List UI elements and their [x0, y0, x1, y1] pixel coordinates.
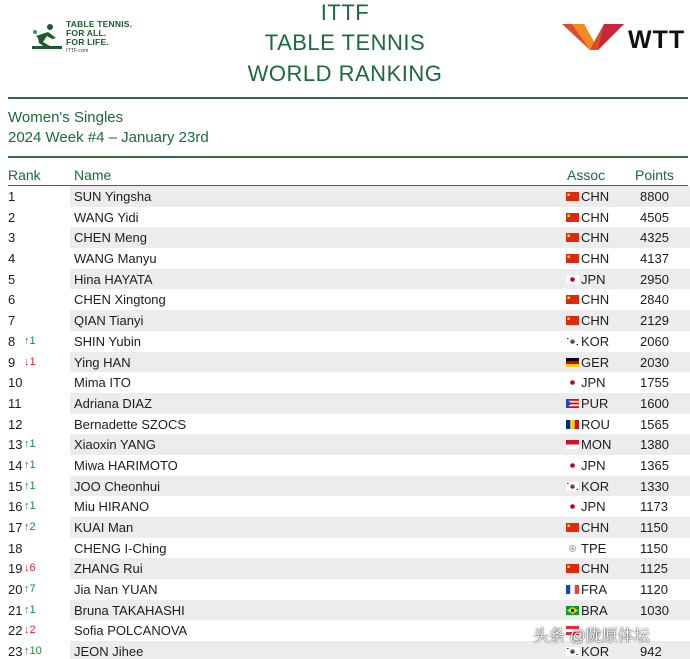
- points-cell: 1565: [640, 416, 669, 432]
- player-name: JEON Jihee: [74, 644, 144, 659]
- assoc-code: CHN: [581, 230, 610, 246]
- table-row: [0, 248, 690, 269]
- france-flag-icon: [566, 585, 579, 594]
- table-header: [0, 167, 690, 185]
- assoc-code: KOR: [581, 333, 610, 349]
- title-line-3: WORLD RANKING: [247, 61, 443, 86]
- points-cell: 1330: [640, 478, 669, 494]
- rank-cell: 23: [8, 644, 23, 659]
- table-row: [0, 289, 690, 310]
- japan-flag-icon: [566, 378, 579, 387]
- table-row: [0, 269, 690, 290]
- player-name: Hina HAYATA: [74, 271, 153, 287]
- rank-cell: 20: [8, 582, 23, 598]
- rank-cell: 21: [8, 602, 23, 618]
- table-row: [0, 393, 690, 414]
- player-name: Miwa HARIMOTO: [74, 457, 178, 473]
- ranking-table-body: [0, 186, 690, 659]
- wtt-wing-icon: [562, 22, 624, 52]
- player-name: WANG Yidi: [74, 209, 139, 225]
- points-cell: 4505: [640, 209, 669, 225]
- assoc-code: JPN: [581, 271, 606, 287]
- tpe-flag-icon: [566, 544, 579, 553]
- points-cell: 2950: [640, 271, 669, 287]
- assoc-code: JPN: [581, 499, 606, 515]
- table-row: [0, 476, 690, 497]
- column-header-name: Name: [74, 167, 112, 183]
- japan-flag-icon: [566, 275, 579, 284]
- assoc-code: CHN: [581, 520, 610, 535]
- ittf-logo-line-2: FOR ALL.: [66, 28, 107, 38]
- points-cell: 2840: [640, 292, 669, 308]
- table-row: [0, 455, 690, 476]
- table-row: [0, 496, 690, 517]
- china-flag-icon: [566, 192, 579, 201]
- japan-flag-icon: [566, 502, 579, 511]
- table-row: [0, 517, 690, 538]
- rank-cell: 18: [8, 540, 23, 556]
- player-name: Bruna TAKAHASHI: [74, 602, 185, 618]
- china-flag-icon: [566, 233, 579, 242]
- title-line-1: ITTF: [320, 0, 370, 25]
- rank-change-up: ↑1: [24, 603, 36, 616]
- points-cell: 1030: [640, 602, 669, 618]
- rank-cell: 4: [8, 251, 16, 267]
- rank-cell: 22: [8, 623, 23, 639]
- assoc-code: PUR: [581, 395, 609, 411]
- assoc-code: MON: [581, 437, 612, 453]
- brazil-flag-icon: [566, 606, 579, 615]
- points-cell: 1120: [640, 582, 668, 598]
- points-cell: 1380: [640, 437, 669, 453]
- divider-top: [8, 97, 688, 99]
- wtt-logo-text: WTT: [628, 26, 686, 54]
- player-name: Xiaoxin YANG: [74, 437, 156, 453]
- title-line-2: TABLE TENNIS: [264, 30, 426, 55]
- table-row: [0, 579, 690, 600]
- points-cell: 1755: [640, 375, 669, 391]
- player-name: Jia Nan YUAN: [74, 582, 158, 598]
- rank-cell: 1: [8, 189, 16, 204]
- assoc-code: ROU: [581, 416, 610, 432]
- rank-cell: 10: [8, 375, 23, 391]
- player-name: Mima ITO: [74, 375, 131, 391]
- player-name: Ying HAN: [74, 354, 131, 370]
- player-name: QIAN Tianyi: [74, 313, 144, 329]
- rank-cell: 12: [8, 416, 23, 432]
- points-cell: 4137: [640, 251, 669, 267]
- rank-change-up: ↑1: [24, 479, 36, 492]
- table-row: [0, 414, 690, 435]
- column-header-points: Points: [635, 167, 674, 183]
- player-name: SHIN Yubin: [74, 333, 141, 349]
- category-label: Women's Singles: [8, 109, 124, 126]
- assoc-code: CHN: [581, 251, 610, 267]
- points-cell: 1173: [640, 499, 668, 515]
- points-cell: 1365: [640, 457, 669, 473]
- player-name: SUN Yingsha: [74, 189, 152, 204]
- table-row: [0, 331, 690, 352]
- table-row: [0, 558, 690, 579]
- assoc-code: KOR: [581, 478, 610, 494]
- ittf-logo-line-1: TABLE TENNIS.: [66, 19, 133, 29]
- table-row: [0, 227, 690, 248]
- points-cell: 1150: [640, 520, 668, 535]
- player-name: Bernadette SZOCS: [74, 416, 186, 432]
- rank-change-up: ↑1: [24, 458, 36, 471]
- points-cell: 4325: [640, 230, 669, 246]
- assoc-code: CHN: [581, 313, 610, 329]
- assoc-code: FRA: [581, 582, 607, 598]
- assoc-code: TPE: [581, 540, 607, 556]
- rank-cell: 8: [8, 333, 16, 349]
- assoc-code: CHN: [581, 209, 610, 225]
- monaco-flag-icon: [566, 440, 579, 449]
- points-cell: 942: [640, 644, 662, 659]
- assoc-code: JPN: [581, 457, 606, 473]
- table-row: [0, 434, 690, 455]
- rank-cell: 15: [8, 478, 23, 494]
- rank-cell: 2: [8, 209, 16, 225]
- romania-flag-icon: [566, 420, 579, 429]
- rank-cell: 6: [8, 292, 16, 308]
- table-row: [0, 186, 690, 207]
- points-cell: 2030: [640, 354, 669, 370]
- rank-cell: 9: [8, 354, 16, 370]
- assoc-code: BRA: [581, 602, 608, 618]
- points-cell: 1150: [640, 540, 668, 556]
- player-name: Miu HIRANO: [74, 499, 150, 515]
- table-row: [0, 538, 690, 559]
- player-name: Adriana DIAZ: [74, 395, 153, 411]
- points-cell: 2129: [640, 313, 669, 329]
- korea-flag-icon: [566, 337, 579, 346]
- rank-cell: 13: [8, 437, 23, 453]
- rank-cell: 3: [8, 230, 16, 246]
- china-flag-icon: [566, 316, 579, 325]
- divider-middle: [8, 156, 688, 158]
- rank-change-up: ↑10: [24, 645, 42, 658]
- rank-change-up: ↑2: [24, 521, 36, 533]
- rank-cell: 7: [8, 313, 16, 329]
- table-row: [0, 352, 690, 373]
- points-cell: 2060: [640, 333, 669, 349]
- player-name: JOO Cheonhui: [74, 478, 160, 494]
- china-flag-icon: [566, 254, 579, 263]
- korea-flag-icon: [566, 647, 579, 656]
- points-cell: 8800: [640, 189, 669, 204]
- assoc-code: CHN: [581, 292, 610, 308]
- china-flag-icon: [566, 564, 579, 573]
- player-name: WANG Manyu: [74, 251, 157, 267]
- puerto-rico-flag-icon: [566, 399, 579, 408]
- player-name: CHENG I-Ching: [74, 540, 167, 556]
- rank-cell: 14: [8, 457, 23, 473]
- assoc-code: CHN: [581, 189, 610, 204]
- table-row: [0, 372, 690, 393]
- points-cell: 1600: [640, 395, 669, 411]
- wtt-logo: [562, 22, 690, 54]
- rank-change-down: ↓6: [24, 562, 36, 575]
- rank-change-up: ↑1: [24, 334, 36, 347]
- rank-change-down: ↓2: [24, 624, 36, 637]
- assoc-code: CHN: [581, 561, 610, 577]
- table-row: [0, 600, 690, 621]
- assoc-code: JPN: [581, 375, 606, 391]
- china-flag-icon: [566, 213, 579, 222]
- player-name: KUAI Man: [74, 520, 134, 535]
- column-header-assoc: Assoc: [567, 167, 606, 183]
- rank-cell: 11: [8, 395, 22, 411]
- assoc-code: GER: [581, 354, 610, 370]
- ittf-logo-url: ITTF.com: [66, 48, 89, 54]
- rank-change-up: ↑1: [24, 500, 36, 513]
- rank-cell: 16: [8, 499, 23, 515]
- rank-cell: 17: [8, 520, 23, 535]
- player-name: Sofia POLCANOVA: [74, 623, 188, 639]
- korea-flag-icon: [566, 482, 579, 491]
- japan-flag-icon: [566, 461, 579, 470]
- rank-change-down: ↓1: [24, 355, 36, 368]
- ittf-logo-line-3: FOR LIFE.: [66, 37, 109, 47]
- rank-cell: 5: [8, 271, 16, 287]
- rank-cell: 19: [8, 561, 23, 577]
- china-flag-icon: [566, 295, 579, 304]
- assoc-code: KOR: [581, 644, 610, 659]
- rank-change-up: ↑1: [24, 438, 36, 451]
- germany-flag-icon: [566, 358, 579, 367]
- table-row: [0, 207, 690, 228]
- points-cell: 1125: [640, 561, 668, 577]
- header: [0, 0, 690, 96]
- watermark: 头条 @陇原体坛: [533, 628, 650, 645]
- column-header-rank: Rank: [8, 167, 41, 183]
- rank-change-up: ↑7: [24, 583, 36, 596]
- table-row: [0, 310, 690, 331]
- player-name: CHEN Xingtong: [74, 292, 166, 308]
- player-name: CHEN Meng: [74, 230, 147, 246]
- week-label: 2024 Week #4 – January 23rd: [8, 129, 209, 146]
- china-flag-icon: [566, 523, 579, 532]
- player-name: ZHANG Rui: [74, 561, 143, 577]
